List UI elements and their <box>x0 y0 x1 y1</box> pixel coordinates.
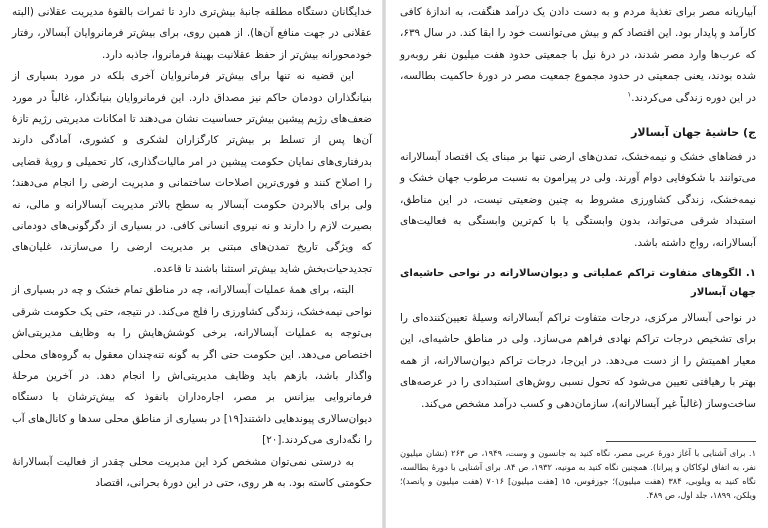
left-paragraph-1: خدایگانان دستگاه مطلقه جانبهٔ بیش‌تری دارد تا ثمرات بالقوهٔ مدیریت عقلانی (البته عقلانی در جهت منافع آن‌ها). از همین روی، برای بیش‌تر فرمانروایان آبسالار، رفتار خودمحورانه بیش‌تر از حفظ عقلانیت بهینهٔ فرمانروا، جاذبه دارد. <box>12 6 372 61</box>
footnote-marker: ۱ <box>627 90 632 99</box>
section-title: ج) حاشیهٔ جهان آبسالار <box>631 126 756 140</box>
right-intro-paragraph <box>400 2 756 109</box>
page-gutter <box>382 0 386 528</box>
right-intro-text: آبیاریانه مصر برای تغذیهٔ مردم و به دست دادن یک درآمد هنگفت، به اندازهٔ کافی کارآمد و پایدار بود. این اقتصاد کم و بیش می‌توانست خود را ابقا کند. در سال ۶۳۹، که عرب‌ها وارد مصر شدند، در درهٔ نیل با جمعیتی حدود هفت میلیون نفر روبه‌رو شده بودند، یعنی جمعیتی در حدود مجموع جمعیت مصر در دورهٔ حاکمیت بطالسه، در این دوره زندگی می‌کردند. <box>400 6 756 104</box>
footnote-1: ۱. برای آشنایی با آغاز دورهٔ عربی مصر، نگاه کنید به جانسون و وست، ۱۹۴۹، ص ۲۶۳ (نشان میلیون نفر، به اتفاق لوکاکان و پیرانا). همچنین نگاه کنید به مونیه، ۱۹۳۲، ص ۸۴. برای آشنایی با دورهٔ بطالسه، نگاه کنید به ویلوبی، ۳۸۴ (هفت میلیون)؛ جوزفوس، ۱۵ [هفت میلیون] ۷۰۱۶ (هفت میلیون و پانصد)؛ ویلکن، ۱۸۹۹، جلد اول، ص ۴۸۹. <box>400 448 757 501</box>
left-page <box>6 0 378 528</box>
left-paragraph-2: این قضیه نه تنها برای بیش‌تر فرمانروایان آخری بلکه در مورد بسیاری از بنیانگذاران دودمان حاکم نیز مصداق دارد. این فرمانروایان بنیانگذار، غالباً در مورد ضعف‌های رژیم پیشین بیش‌تر حساسیت نشان می‌دهند تا امکانات مدیریتی رژیم تازهٔ آن‌ها پس از تسلط بر بیش‌تر کارگزاران لشکری و کشوری، آمادگی دارند بدرفتاری‌های نمایان حکومت پیشین در امر مالیات‌گذاری، کار تحمیلی و رویهٔ قضایی را اصلاح کنند و فوری‌ترین اصلاحات ساختمانی و مدیریت ارضی را انجام می‌دهند؛ ولی برای بالابردن حکومت آبسالار به سطح بالاتر مدیریت آبسالارانه و مالی، نه بصیرت لازم را دارند و نه نیروی انسانی کافی. در بسیاری از دگرگونی‌های دودمانی که ویژگی تاریخ تمدن‌های مبتنی بر مدیریت ارضی را می‌سازند، غلیان‌های تجدیدحیات‌بخش شاید بیش‌تر استثنا باشند تا قاعده. <box>12 70 372 275</box>
left-paragraph-4: به درستی نمی‌توان مشخص کرد این مدیریت محلی چقدر از فعالیت آبسالارانهٔ حکومتی کاسته بود. به هر روی، حتی در این دورهٔ بحرانی، اقتصاد <box>12 455 372 489</box>
footnote-divider <box>606 441 756 442</box>
sub-section-paragraph: در نواحی آبسالار مرکزی، درجات متفاوت تراکم آبسالارانه وسیلهٔ تعیین‌کننده‌ای را برای تشخیص درجات تراکم نهادی فراهم می‌سازد. ولی در مناطق حاشیه‌ای، این معیار اهمیتش را از دست می‌دهد. در این‌جا، درجات تراکم دیوان‌سالارانه، از همه بهتر با رهیافتی تعیین می‌شود که تحول نسبی روش‌های استبدادی را در عرصه‌های ساخت‌وساز (غالباً غیر آبسالارانه)، سازمان‌دهی و کسب درآمد مشخص می‌کند. <box>400 312 756 410</box>
left-paragraph-3: البته، برای همهٔ عملیات آبسالارانه، چه در مناطق تمام خشک و چه در بسیاری از نواحی نیمه‌خشک، زندگی کشاورزی را فلج می‌کند. در نتیجه، حتی یک حکومت شرقی بی‌توجه به عملیات آبسالارانه، برخی کوشش‌هایش را به وظایف مدیریتی‌اش اختصاص می‌دهد. این حکومت حتی اگر به گونه‌ تنه‌چندان معقول به گروه‌های محلی واگذار باشد، بازهم باید وظایف مدیریتی‌اش را انجام دهد. در آخرین مرحلهٔ فرمانروایی بیزانس بر مصر، اجاره‌داران بانفوذ که بیش‌ترشان با دستگاه دیوان‌سالاری پیوندهایی داشتند[۱۹] در بسیاری از مناطق محلی سدها و کانال‌های آب را نگه‌داری می‌کردند.[۲۰] <box>12 284 372 447</box>
section-paragraph: در فضاهای خشک و نیمه‌خشک، تمدن‌های ارضی تنها بر مبنای یک اقتصاد آبسالارانه می‌توانند با شکوفایی دوام آورند. ولی در پیرامون به نسبت مرطوب جهان خشک و نیمه‌خشک، زندگی کشاورزی مشروط به چنین وضعیتی نیست، در این مناطق، استبداد شرقی می‌تواند، بدون وابستگی یا با کم‌ترین وابستگی به فعالیت‌های آبسالارانه، رواج داشته باشد. <box>400 151 756 249</box>
sub-section-title: ۱. الگوهای متفاوت تراکم عملیاتی و دیوان‌سالارانه در نواحی حاشیه‌ای جهان آبسالار <box>400 268 756 299</box>
right-page <box>392 0 762 528</box>
